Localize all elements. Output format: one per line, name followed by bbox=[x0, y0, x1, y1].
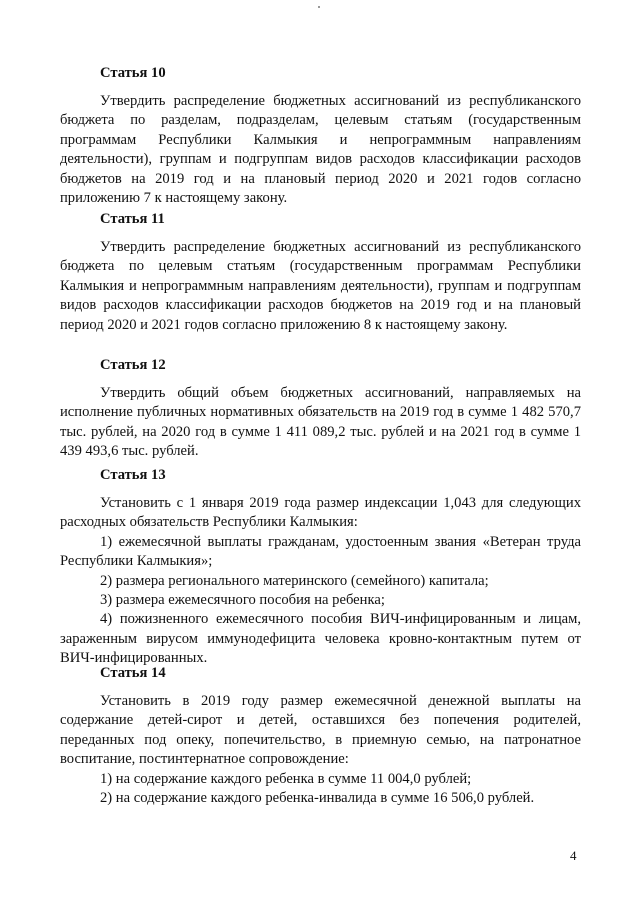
article-heading: Статья 11 bbox=[100, 211, 165, 227]
article-heading: Статья 13 bbox=[100, 467, 166, 483]
list-item: 3) размера ежемесячного пособия на ребенка; bbox=[100, 592, 385, 609]
article-paragraph: Утвердить общий объем бюджетных ассигнований, направляемых на исполнение публичных нормативных обязательств на 2019 год в сумме 1 482 570,7 тыс. рублей, на 2020 год в сумме 1 411 089,2 тыс. рублей и на 2021 год в сумме 1 439 493,6 тыс. рублей. bbox=[60, 385, 581, 460]
scan-mark bbox=[318, 6, 320, 8]
list-item: 1) ежемесячной выплаты гражданам, удостоенным звания «Ветеран труда Республики Калмыкия»; bbox=[60, 533, 581, 570]
list-item: 1) на содержание каждого ребенка в сумме 11 004,0 рублей; bbox=[100, 770, 472, 787]
list-item: 4) пожизненного ежемесячного пособия ВИЧ-инфицированным и лицам, зараженным вирусом иммунодефицита человека кровно-контактным путем от ВИЧ-инфицированных. bbox=[60, 611, 581, 667]
article-12 bbox=[60, 356, 581, 462]
list-item: 2) размера регионального материнского (семейного) капитала; bbox=[100, 572, 489, 589]
article-14 bbox=[60, 664, 581, 808]
article-heading: Статья 12 bbox=[100, 357, 166, 373]
article-heading: Статья 10 bbox=[100, 65, 166, 81]
article-13 bbox=[60, 466, 581, 669]
article-paragraph: Установить в 2019 году размер ежемесячной денежной выплаты на содержание детей-сирот и детей, оставшихся без попечения родителей, переданных под опеку, попечительство, в приемную семью, на патронатное воспитание, постинтернатное сопровождение: bbox=[60, 693, 581, 768]
article-paragraph: Утвердить распределение бюджетных ассигнований из республиканского бюджета по целевым статьям (государственным программам Республики Калмыкия и непрограммным направлениям деятельности), группам и подгруппам видов расходов классификации расходов бюджетов на 2019 год и на плановый период 2020 и 2021 годов согласно приложению 8 к настоящему закону. bbox=[60, 239, 581, 333]
page-number: 4 bbox=[570, 848, 577, 863]
article-11 bbox=[60, 210, 581, 335]
list-item: 2) на содержание каждого ребенка-инвалида в сумме 16 506,0 рублей. bbox=[100, 790, 535, 807]
article-paragraph: Утвердить распределение бюджетных ассигнований из республиканского бюджета по разделам, подразделам, целевым статьям (государственным программам Республики Калмыкия и непрограммным направлениям деятельности), группам и подгруппам видов расходов классификации расходов бюджетов на 2019 год и на плановый период 2020 и 2021 годов согласно приложению 7 к настоящему закону. bbox=[60, 93, 581, 207]
article-heading: Статья 14 bbox=[100, 665, 166, 681]
article-10 bbox=[60, 64, 581, 208]
article-paragraph: Установить с 1 января 2019 года размер индексации 1,043 для следующих расходных обязательств Республики Калмыкия: bbox=[60, 495, 581, 531]
